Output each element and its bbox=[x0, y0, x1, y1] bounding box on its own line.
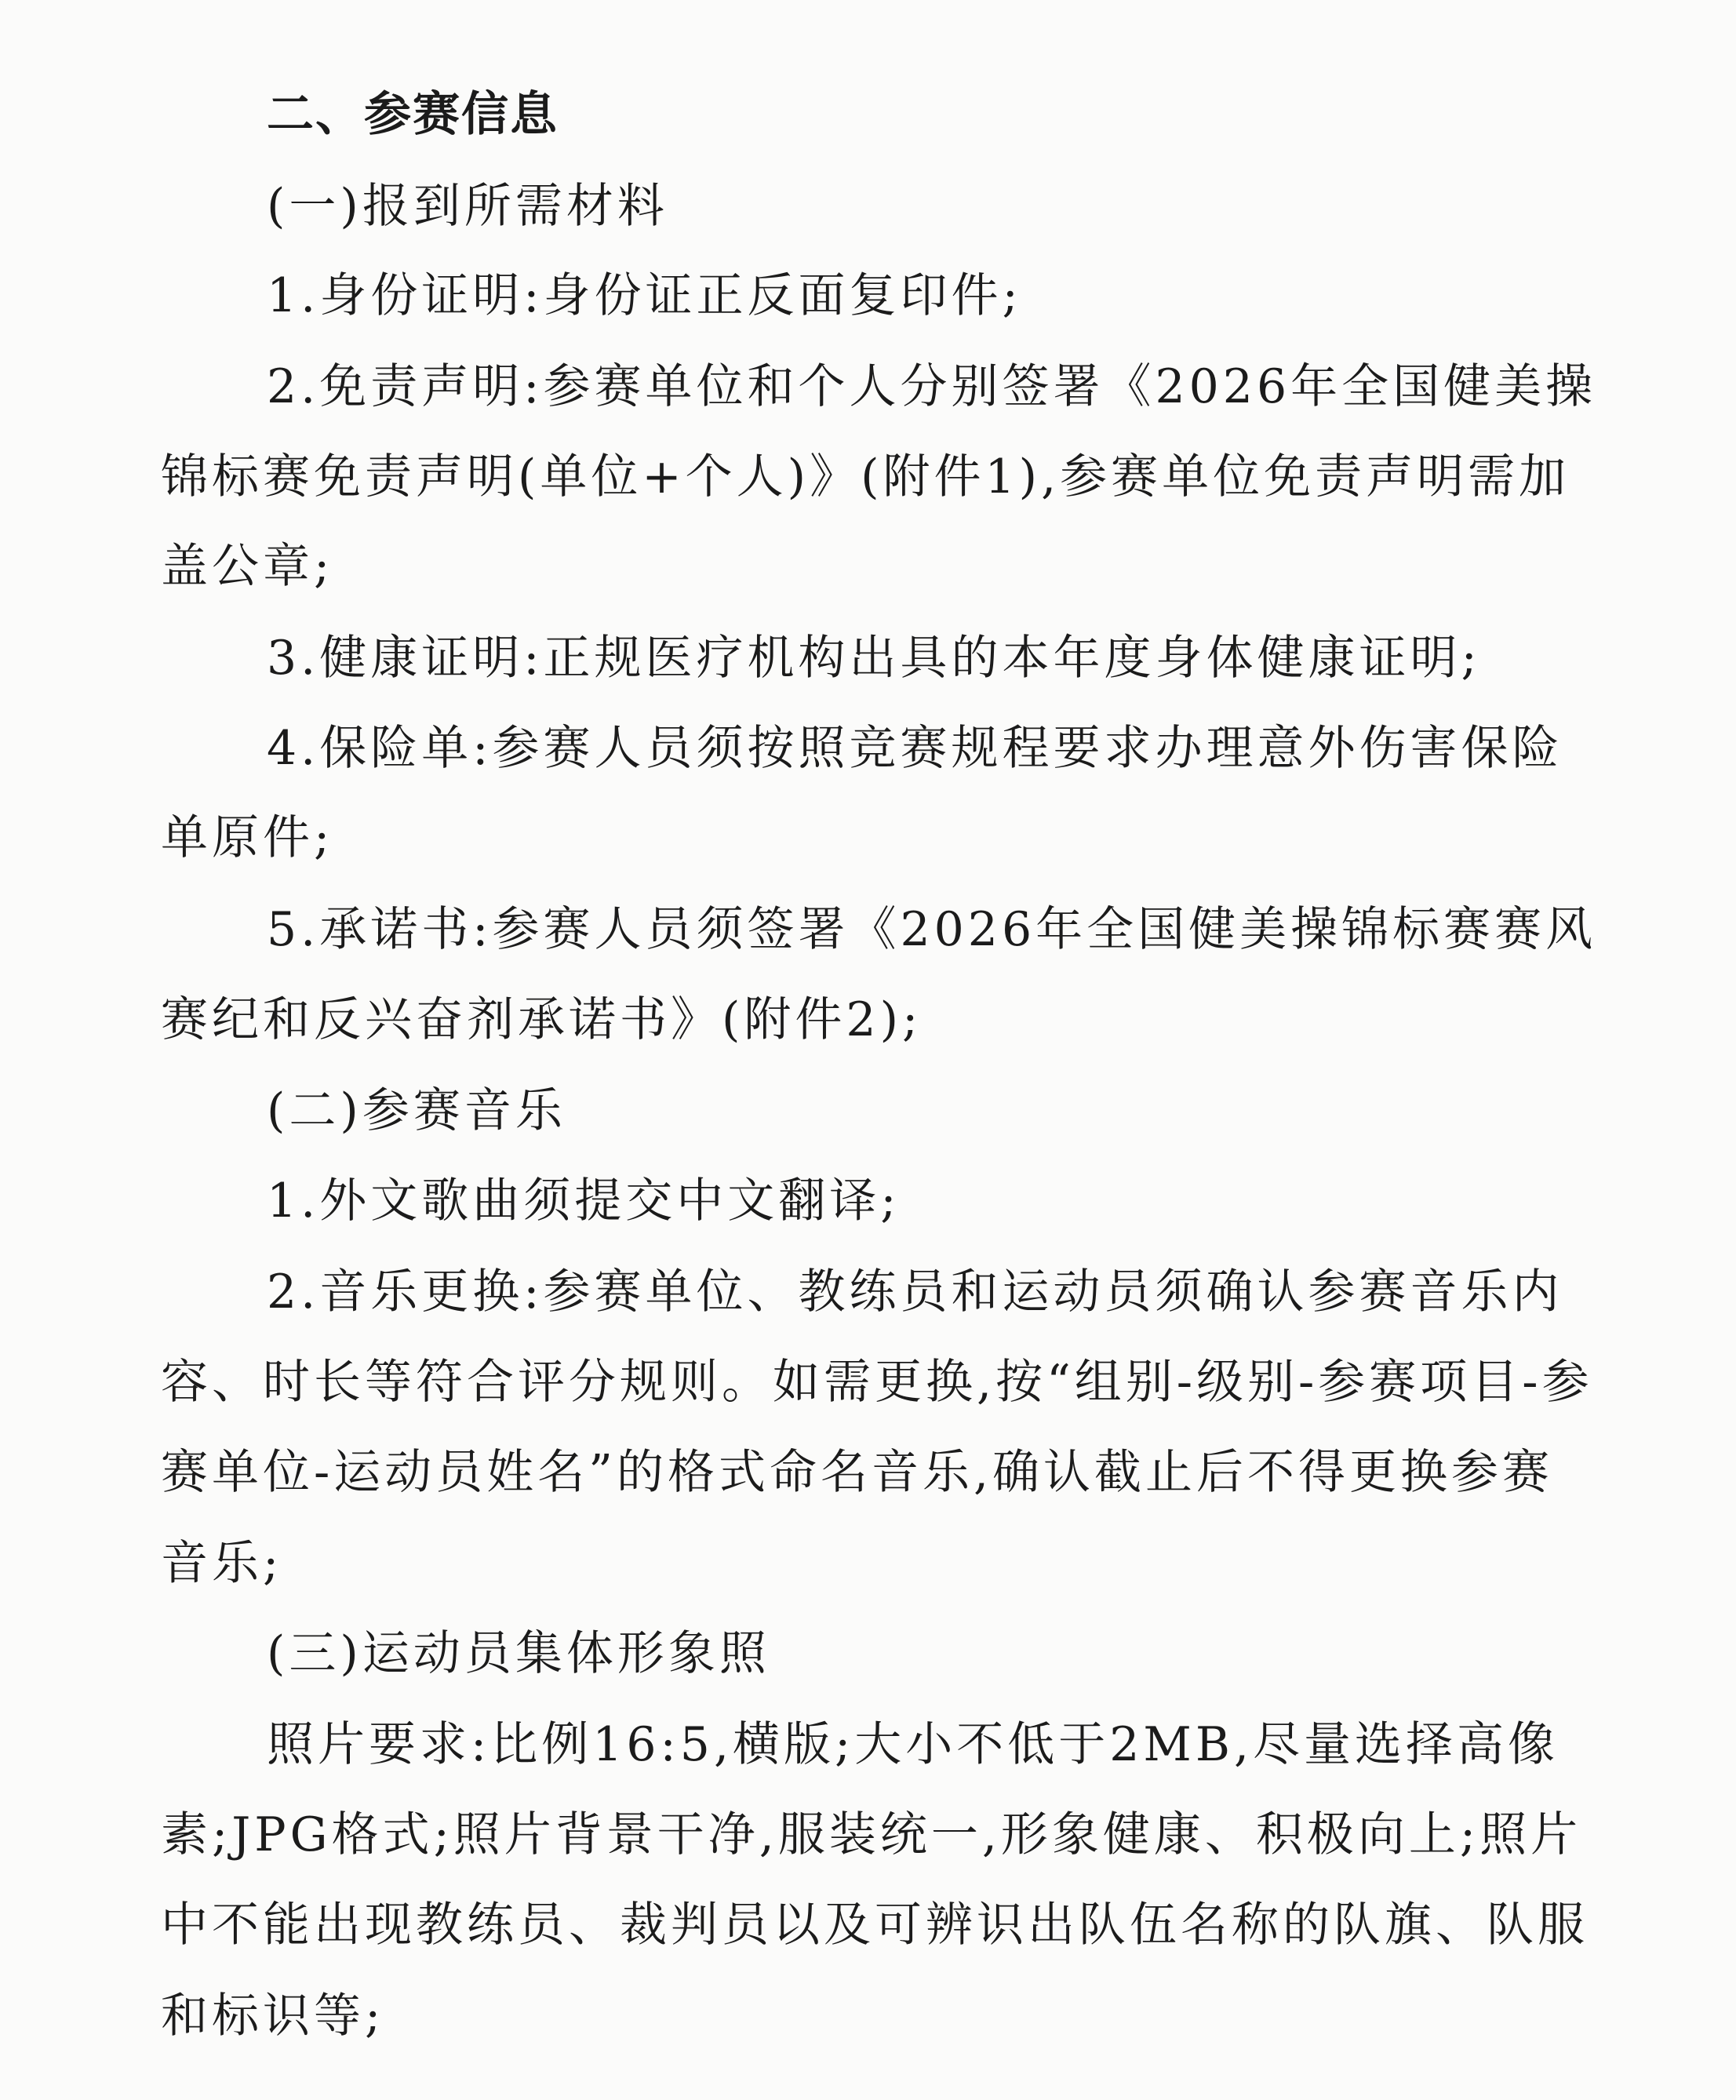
paragraph-line: 锦标赛免责声明(单位+个人)》(附件1),参赛单位免责声明需加 bbox=[161, 449, 1570, 504]
paragraph-line: 4.保险单:参赛人员须按照竞赛规程要求办理意外伤害保险 bbox=[267, 721, 1563, 776]
paragraph-line: 中不能出现教练员、裁判员以及可辨识出队伍名称的队旗、队服 bbox=[161, 1898, 1589, 1953]
paragraph-line: 3.健康证明:正规医疗机构出具的本年度身体健康证明; bbox=[267, 631, 1481, 686]
paragraph-line: 单原件; bbox=[161, 810, 334, 865]
paragraph-line: 1.外文歌曲须提交中文翻译; bbox=[267, 1174, 901, 1228]
paragraph-line: 赛单位-运动员姓名”的格式命名音乐,确认截止后不得更换参赛 bbox=[161, 1445, 1554, 1500]
section-heading: 二、参赛信息 bbox=[267, 87, 559, 142]
subsection-heading-3: (三)运动员集体形象照 bbox=[267, 1626, 770, 1681]
paragraph-line: 盖公章; bbox=[161, 539, 334, 594]
subsection-heading-2: (二)参赛音乐 bbox=[267, 1083, 566, 1138]
paragraph-line: 2.免责声明:参赛单位和个人分别签署《2026年全国健美操 bbox=[267, 359, 1597, 414]
paragraph-line: 容、时长等符合评分规则。如需更换,按“组别-级别-参赛项目-参 bbox=[161, 1355, 1593, 1410]
paragraph-line: 和标识等; bbox=[161, 1989, 385, 2044]
paragraph-line: 2.音乐更换:参赛单位、教练员和运动员须确认参赛音乐内 bbox=[267, 1265, 1563, 1319]
paragraph-line: 素;JPG格式;照片背景干净,服装统一,形象健康、积极向上;照片 bbox=[161, 1807, 1582, 1862]
paragraph-line: 音乐; bbox=[161, 1536, 283, 1591]
paragraph-line: 照片要求:比例16:5,横版;大小不低于2MB,尽量选择高像 bbox=[267, 1717, 1559, 1772]
paragraph-line: 5.承诺书:参赛人员须签署《2026年全国健美操锦标赛赛风 bbox=[267, 902, 1597, 957]
paragraph-line: 1.身份证明:身份证正反面复印件; bbox=[267, 268, 1022, 323]
subsection-heading-1: (一)报到所需材料 bbox=[267, 179, 668, 234]
paragraph-line: 赛纪和反兴奋剂承诺书》(附件2); bbox=[161, 992, 923, 1047]
